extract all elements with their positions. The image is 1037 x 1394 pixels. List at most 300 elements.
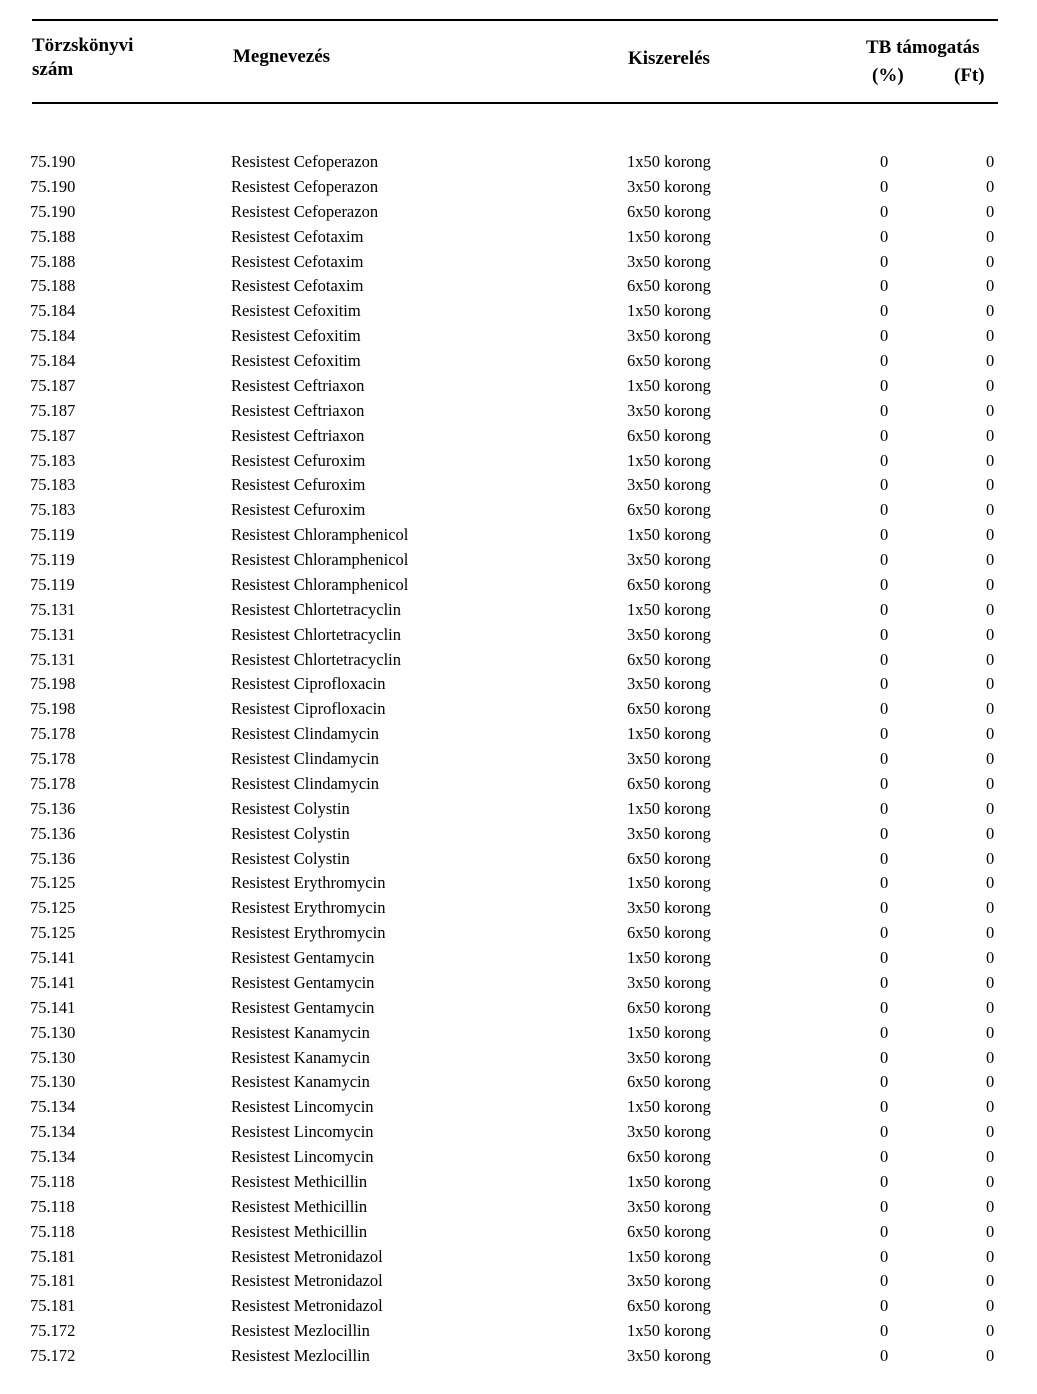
- row-registry-number: 75.183: [30, 475, 76, 495]
- row-packaging: 1x50 korong: [627, 1097, 711, 1117]
- row-packaging: 6x50 korong: [627, 997, 711, 1017]
- header-name: Megnevezés: [233, 46, 331, 67]
- row-percent: 0: [880, 599, 889, 619]
- row-name: Resistest Chlortetracyclin: [231, 624, 402, 644]
- row-percent: 0: [880, 500, 889, 520]
- row-name: Resistest Ceftriaxon: [231, 375, 365, 395]
- table-row: [0, 772, 1037, 797]
- table-row: [0, 1021, 1037, 1046]
- table-row: [0, 399, 1037, 424]
- table-row: [0, 150, 1037, 175]
- row-percent: 0: [880, 1047, 889, 1067]
- table-row: [0, 648, 1037, 673]
- row-name: Resistest Metronidazol: [231, 1271, 383, 1291]
- table-row: [0, 374, 1037, 399]
- row-registry-number: 75.188: [30, 251, 76, 271]
- row-name: Resistest Methicillin: [231, 1196, 368, 1216]
- row-percent: 0: [880, 1271, 889, 1291]
- table-row: [0, 1070, 1037, 1095]
- row-percent: 0: [880, 1296, 889, 1316]
- row-packaging: 3x50 korong: [627, 749, 711, 768]
- table-row: [0, 697, 1037, 722]
- table-row: [0, 672, 1037, 697]
- table-row: [0, 1046, 1037, 1071]
- row-ft: 0: [986, 898, 995, 918]
- row-registry-number: 75.134: [30, 1097, 76, 1117]
- row-ft: 0: [986, 375, 995, 395]
- table-row: [0, 175, 1037, 200]
- row-packaging: 1x50 korong: [627, 798, 711, 818]
- row-registry-number: 75.118: [30, 1196, 75, 1216]
- row-percent: 0: [880, 898, 889, 918]
- row-name: Resistest Kanamycin: [231, 1047, 370, 1067]
- row-percent: 0: [880, 574, 889, 594]
- row-percent: 0: [880, 326, 889, 346]
- table-body: [0, 150, 1037, 1369]
- table-row: [0, 871, 1037, 896]
- row-packaging: 1x50 korong: [627, 724, 711, 744]
- row-percent: 0: [880, 997, 889, 1017]
- row-packaging: 6x50 korong: [627, 574, 711, 594]
- row-registry-number: 75.125: [30, 898, 76, 918]
- table-row: [0, 225, 1037, 250]
- table-row: [0, 1145, 1037, 1170]
- table-row: [0, 996, 1037, 1021]
- row-registry-number: 75.118: [30, 1221, 75, 1241]
- row-packaging: 1x50 korong: [627, 1171, 711, 1191]
- header-bottom-rule: [32, 102, 998, 104]
- row-percent: 0: [880, 1097, 889, 1117]
- row-registry-number: 75.172: [30, 1346, 76, 1365]
- row-packaging: 3x50 korong: [627, 1047, 711, 1067]
- row-percent: 0: [880, 699, 889, 719]
- row-name: Resistest Colystin: [231, 848, 350, 868]
- row-ft: 0: [986, 649, 995, 669]
- row-percent: 0: [880, 674, 889, 694]
- header-registry-number: Törzskönyvi szám: [32, 35, 134, 80]
- row-packaging: 3x50 korong: [627, 823, 711, 843]
- table-row: [0, 299, 1037, 324]
- row-ft: 0: [986, 176, 995, 196]
- row-ft: 0: [986, 773, 995, 793]
- row-packaging: 3x50 korong: [627, 1271, 711, 1291]
- row-ft: 0: [986, 1147, 995, 1166]
- table-row: [0, 1344, 1037, 1369]
- row-registry-number: 75.130: [30, 1072, 76, 1092]
- row-packaging: 6x50 korong: [627, 699, 711, 719]
- row-ft: 0: [986, 351, 995, 370]
- table-row: [0, 449, 1037, 474]
- row-registry-number: 75.178: [30, 749, 76, 768]
- row-ft: 0: [986, 997, 995, 1017]
- row-percent: 0: [880, 1321, 889, 1341]
- row-percent: 0: [880, 400, 889, 420]
- row-name: Resistest Cefuroxim: [231, 450, 366, 470]
- table-row: [0, 548, 1037, 573]
- row-registry-number: 75.118: [30, 1171, 75, 1191]
- row-name: Resistest Cefoperazon: [231, 152, 379, 171]
- table-row: [0, 424, 1037, 449]
- row-packaging: 3x50 korong: [627, 326, 711, 346]
- row-packaging: 1x50 korong: [627, 450, 711, 470]
- row-ft: 0: [986, 152, 995, 171]
- row-name: Resistest Cefoxitim: [231, 301, 361, 321]
- row-ft: 0: [986, 823, 995, 843]
- row-packaging: 6x50 korong: [627, 1072, 711, 1092]
- row-ft: 0: [986, 749, 995, 768]
- row-percent: 0: [880, 152, 889, 171]
- row-registry-number: 75.131: [30, 649, 76, 669]
- row-percent: 0: [880, 550, 889, 569]
- row-registry-number: 75.141: [30, 972, 76, 992]
- row-packaging: 3x50 korong: [627, 550, 711, 569]
- row-packaging: 6x50 korong: [627, 276, 711, 296]
- row-packaging: 6x50 korong: [627, 425, 711, 445]
- row-name: Resistest Metronidazol: [231, 1296, 383, 1316]
- row-registry-number: 75.134: [30, 1147, 76, 1166]
- row-registry-number: 75.141: [30, 948, 76, 967]
- row-registry-number: 75.131: [30, 624, 76, 644]
- row-ft: 0: [986, 425, 995, 445]
- row-name: Resistest Cefoxitim: [231, 351, 361, 370]
- row-ft: 0: [986, 724, 995, 744]
- row-percent: 0: [880, 1221, 889, 1241]
- row-percent: 0: [880, 649, 889, 669]
- row-ft: 0: [986, 276, 995, 296]
- row-name: Resistest Gentamycin: [231, 972, 375, 992]
- row-registry-number: 75.172: [30, 1321, 76, 1341]
- row-packaging: 6x50 korong: [627, 1147, 711, 1166]
- row-percent: 0: [880, 848, 889, 868]
- row-name: Resistest Methicillin: [231, 1221, 368, 1241]
- row-packaging: 3x50 korong: [627, 251, 711, 271]
- row-ft: 0: [986, 1047, 995, 1067]
- row-packaging: 3x50 korong: [627, 1196, 711, 1216]
- row-percent: 0: [880, 1346, 889, 1365]
- row-percent: 0: [880, 972, 889, 992]
- row-ft: 0: [986, 1246, 995, 1266]
- header-percent: (%): [872, 65, 904, 86]
- row-name: Resistest Lincomycin: [231, 1097, 374, 1117]
- table-row: [0, 598, 1037, 623]
- row-registry-number: 75.198: [30, 699, 76, 719]
- row-registry-number: 75.183: [30, 450, 76, 470]
- row-name: Resistest Lincomycin: [231, 1147, 374, 1166]
- row-name: Resistest Mezlocillin: [231, 1321, 370, 1341]
- row-packaging: 6x50 korong: [627, 848, 711, 868]
- row-ft: 0: [986, 1221, 995, 1241]
- row-packaging: 6x50 korong: [627, 500, 711, 520]
- row-percent: 0: [880, 1246, 889, 1266]
- row-percent: 0: [880, 201, 889, 221]
- row-name: Resistest Cefuroxim: [231, 500, 366, 520]
- row-name: Resistest Cefotaxim: [231, 251, 364, 271]
- row-registry-number: 75.119: [30, 525, 75, 545]
- row-percent: 0: [880, 176, 889, 196]
- row-percent: 0: [880, 375, 889, 395]
- row-percent: 0: [880, 873, 889, 893]
- table-row: [0, 1319, 1037, 1344]
- row-percent: 0: [880, 351, 889, 370]
- row-name: Resistest Kanamycin: [231, 1072, 370, 1092]
- row-packaging: 1x50 korong: [627, 1022, 711, 1042]
- row-name: Resistest Clindamycin: [231, 773, 380, 793]
- row-packaging: 6x50 korong: [627, 1296, 711, 1316]
- table-row: [0, 1195, 1037, 1220]
- row-packaging: 1x50 korong: [627, 1321, 711, 1341]
- row-registry-number: 75.131: [30, 599, 76, 619]
- row-percent: 0: [880, 724, 889, 744]
- row-ft: 0: [986, 525, 995, 545]
- row-percent: 0: [880, 1122, 889, 1142]
- row-packaging: 1x50 korong: [627, 873, 711, 893]
- row-packaging: 6x50 korong: [627, 773, 711, 793]
- row-registry-number: 75.187: [30, 425, 76, 445]
- row-percent: 0: [880, 450, 889, 470]
- row-packaging: 1x50 korong: [627, 599, 711, 619]
- table-row: [0, 1120, 1037, 1145]
- row-registry-number: 75.190: [30, 201, 76, 221]
- row-name: Resistest Gentamycin: [231, 948, 375, 967]
- table-row: [0, 250, 1037, 275]
- row-ft: 0: [986, 226, 995, 246]
- row-packaging: 6x50 korong: [627, 649, 711, 669]
- row-name: Resistest Cefoperazon: [231, 176, 379, 196]
- row-name: Resistest Ciprofloxacin: [231, 674, 386, 694]
- header-packaging: Kiszerelés: [628, 48, 710, 69]
- row-registry-number: 75.181: [30, 1246, 76, 1266]
- row-ft: 0: [986, 1072, 995, 1092]
- row-percent: 0: [880, 1196, 889, 1216]
- header-tb-support: TB támogatás: [866, 37, 980, 58]
- row-ft: 0: [986, 201, 995, 221]
- row-registry-number: 75.178: [30, 773, 76, 793]
- row-packaging: 6x50 korong: [627, 1221, 711, 1241]
- row-registry-number: 75.184: [30, 301, 76, 321]
- table-row: [0, 498, 1037, 523]
- row-ft: 0: [986, 1022, 995, 1042]
- row-name: Resistest Ceftriaxon: [231, 400, 365, 420]
- row-ft: 0: [986, 301, 995, 321]
- row-percent: 0: [880, 1072, 889, 1092]
- row-registry-number: 75.188: [30, 226, 76, 246]
- row-percent: 0: [880, 1171, 889, 1191]
- row-percent: 0: [880, 525, 889, 545]
- row-registry-number: 75.119: [30, 550, 75, 569]
- row-packaging: 3x50 korong: [627, 475, 711, 495]
- row-registry-number: 75.136: [30, 823, 76, 843]
- row-registry-number: 75.190: [30, 152, 76, 171]
- row-ft: 0: [986, 948, 995, 967]
- row-name: Resistest Colystin: [231, 823, 350, 843]
- row-percent: 0: [880, 251, 889, 271]
- row-ft: 0: [986, 1346, 995, 1365]
- row-registry-number: 75.181: [30, 1271, 76, 1291]
- row-ft: 0: [986, 450, 995, 470]
- row-ft: 0: [986, 475, 995, 495]
- row-registry-number: 75.184: [30, 326, 76, 346]
- row-registry-number: 75.125: [30, 923, 76, 943]
- row-registry-number: 75.119: [30, 574, 75, 594]
- row-registry-number: 75.198: [30, 674, 76, 694]
- table-row: [0, 1170, 1037, 1195]
- table-row: [0, 971, 1037, 996]
- row-packaging: 3x50 korong: [627, 674, 711, 694]
- row-ft: 0: [986, 1321, 995, 1341]
- row-packaging: 3x50 korong: [627, 972, 711, 992]
- row-ft: 0: [986, 1122, 995, 1142]
- row-ft: 0: [986, 699, 995, 719]
- row-name: Resistest Chloramphenicol: [231, 525, 409, 545]
- row-name: Resistest Colystin: [231, 798, 350, 818]
- table-row: [0, 200, 1037, 225]
- row-name: Resistest Chlortetracyclin: [231, 649, 402, 669]
- row-name: Resistest Erythromycin: [231, 898, 386, 918]
- table-row: [0, 1245, 1037, 1270]
- table-row: [0, 1095, 1037, 1120]
- row-registry-number: 75.190: [30, 176, 76, 196]
- row-ft: 0: [986, 574, 995, 594]
- row-registry-number: 75.136: [30, 798, 76, 818]
- table-row: [0, 573, 1037, 598]
- row-ft: 0: [986, 251, 995, 271]
- row-ft: 0: [986, 550, 995, 569]
- row-ft: 0: [986, 1271, 995, 1291]
- row-name: Resistest Clindamycin: [231, 724, 380, 744]
- row-registry-number: 75.130: [30, 1047, 76, 1067]
- table-row: [0, 349, 1037, 374]
- row-packaging: 1x50 korong: [627, 948, 711, 967]
- row-packaging: 1x50 korong: [627, 525, 711, 545]
- row-percent: 0: [880, 1147, 889, 1166]
- row-name: Resistest Gentamycin: [231, 997, 375, 1017]
- row-percent: 0: [880, 276, 889, 296]
- row-packaging: 3x50 korong: [627, 1346, 711, 1365]
- row-name: Resistest Methicillin: [231, 1171, 368, 1191]
- row-packaging: 3x50 korong: [627, 898, 711, 918]
- row-registry-number: 75.134: [30, 1122, 76, 1142]
- row-registry-number: 75.187: [30, 400, 76, 420]
- row-ft: 0: [986, 873, 995, 893]
- table-row: [0, 946, 1037, 971]
- row-registry-number: 75.187: [30, 375, 76, 395]
- row-name: Resistest Kanamycin: [231, 1022, 370, 1042]
- row-ft: 0: [986, 326, 995, 346]
- row-ft: 0: [986, 798, 995, 818]
- table-row: [0, 896, 1037, 921]
- row-name: Resistest Mezlocillin: [231, 1346, 370, 1365]
- table-row: [0, 822, 1037, 847]
- row-ft: 0: [986, 500, 995, 520]
- row-percent: 0: [880, 425, 889, 445]
- header-ft: (Ft): [954, 65, 985, 86]
- row-percent: 0: [880, 749, 889, 768]
- row-percent: 0: [880, 798, 889, 818]
- row-registry-number: 75.136: [30, 848, 76, 868]
- row-packaging: 1x50 korong: [627, 375, 711, 395]
- row-ft: 0: [986, 923, 995, 943]
- row-ft: 0: [986, 1296, 995, 1316]
- table-row: [0, 747, 1037, 772]
- row-packaging: 1x50 korong: [627, 152, 711, 171]
- row-name: Resistest Ciprofloxacin: [231, 699, 386, 719]
- row-registry-number: 75.141: [30, 997, 76, 1017]
- row-packaging: 6x50 korong: [627, 923, 711, 943]
- row-name: Resistest Erythromycin: [231, 873, 386, 893]
- row-ft: 0: [986, 1171, 995, 1191]
- table-row: [0, 1269, 1037, 1294]
- row-packaging: 6x50 korong: [627, 201, 711, 221]
- table-row: [0, 473, 1037, 498]
- row-registry-number: 75.178: [30, 724, 76, 744]
- row-ft: 0: [986, 674, 995, 694]
- row-ft: 0: [986, 599, 995, 619]
- row-name: Resistest Lincomycin: [231, 1122, 374, 1142]
- row-percent: 0: [880, 226, 889, 246]
- row-name: Resistest Cefoperazon: [231, 201, 379, 221]
- row-name: Resistest Cefotaxim: [231, 226, 364, 246]
- row-ft: 0: [986, 624, 995, 644]
- row-name: Resistest Cefoxitim: [231, 326, 361, 346]
- row-name: Resistest Ceftriaxon: [231, 425, 365, 445]
- row-name: Resistest Chloramphenicol: [231, 550, 409, 569]
- row-percent: 0: [880, 773, 889, 793]
- row-percent: 0: [880, 624, 889, 644]
- row-packaging: 3x50 korong: [627, 176, 711, 196]
- table-row: [0, 623, 1037, 648]
- row-packaging: 6x50 korong: [627, 351, 711, 370]
- table-row: [0, 324, 1037, 349]
- row-registry-number: 75.184: [30, 351, 76, 370]
- row-ft: 0: [986, 1097, 995, 1117]
- table-row: [0, 1220, 1037, 1245]
- row-ft: 0: [986, 848, 995, 868]
- row-ft: 0: [986, 400, 995, 420]
- row-name: Resistest Erythromycin: [231, 923, 386, 943]
- row-name: Resistest Metronidazol: [231, 1246, 383, 1266]
- row-name: Resistest Chloramphenicol: [231, 574, 409, 594]
- row-packaging: 1x50 korong: [627, 226, 711, 246]
- row-percent: 0: [880, 475, 889, 495]
- row-name: Resistest Cefuroxim: [231, 475, 366, 495]
- row-percent: 0: [880, 301, 889, 321]
- table-row: [0, 523, 1037, 548]
- row-packaging: 1x50 korong: [627, 301, 711, 321]
- row-ft: 0: [986, 1196, 995, 1216]
- table-row: [0, 1294, 1037, 1319]
- top-rule: [32, 19, 998, 21]
- row-registry-number: 75.130: [30, 1022, 76, 1042]
- row-percent: 0: [880, 923, 889, 943]
- row-packaging: 1x50 korong: [627, 1246, 711, 1266]
- row-registry-number: 75.181: [30, 1296, 76, 1316]
- row-ft: 0: [986, 972, 995, 992]
- row-percent: 0: [880, 1022, 889, 1042]
- row-registry-number: 75.125: [30, 873, 76, 893]
- table-row: [0, 274, 1037, 299]
- row-packaging: 3x50 korong: [627, 400, 711, 420]
- row-registry-number: 75.188: [30, 276, 76, 296]
- table-row: [0, 847, 1037, 872]
- row-name: Resistest Clindamycin: [231, 749, 380, 768]
- row-name: Resistest Chlortetracyclin: [231, 599, 402, 619]
- table-row: [0, 722, 1037, 747]
- row-packaging: 3x50 korong: [627, 624, 711, 644]
- row-registry-number: 75.183: [30, 500, 76, 520]
- row-percent: 0: [880, 948, 889, 967]
- row-percent: 0: [880, 823, 889, 843]
- table-row: [0, 921, 1037, 946]
